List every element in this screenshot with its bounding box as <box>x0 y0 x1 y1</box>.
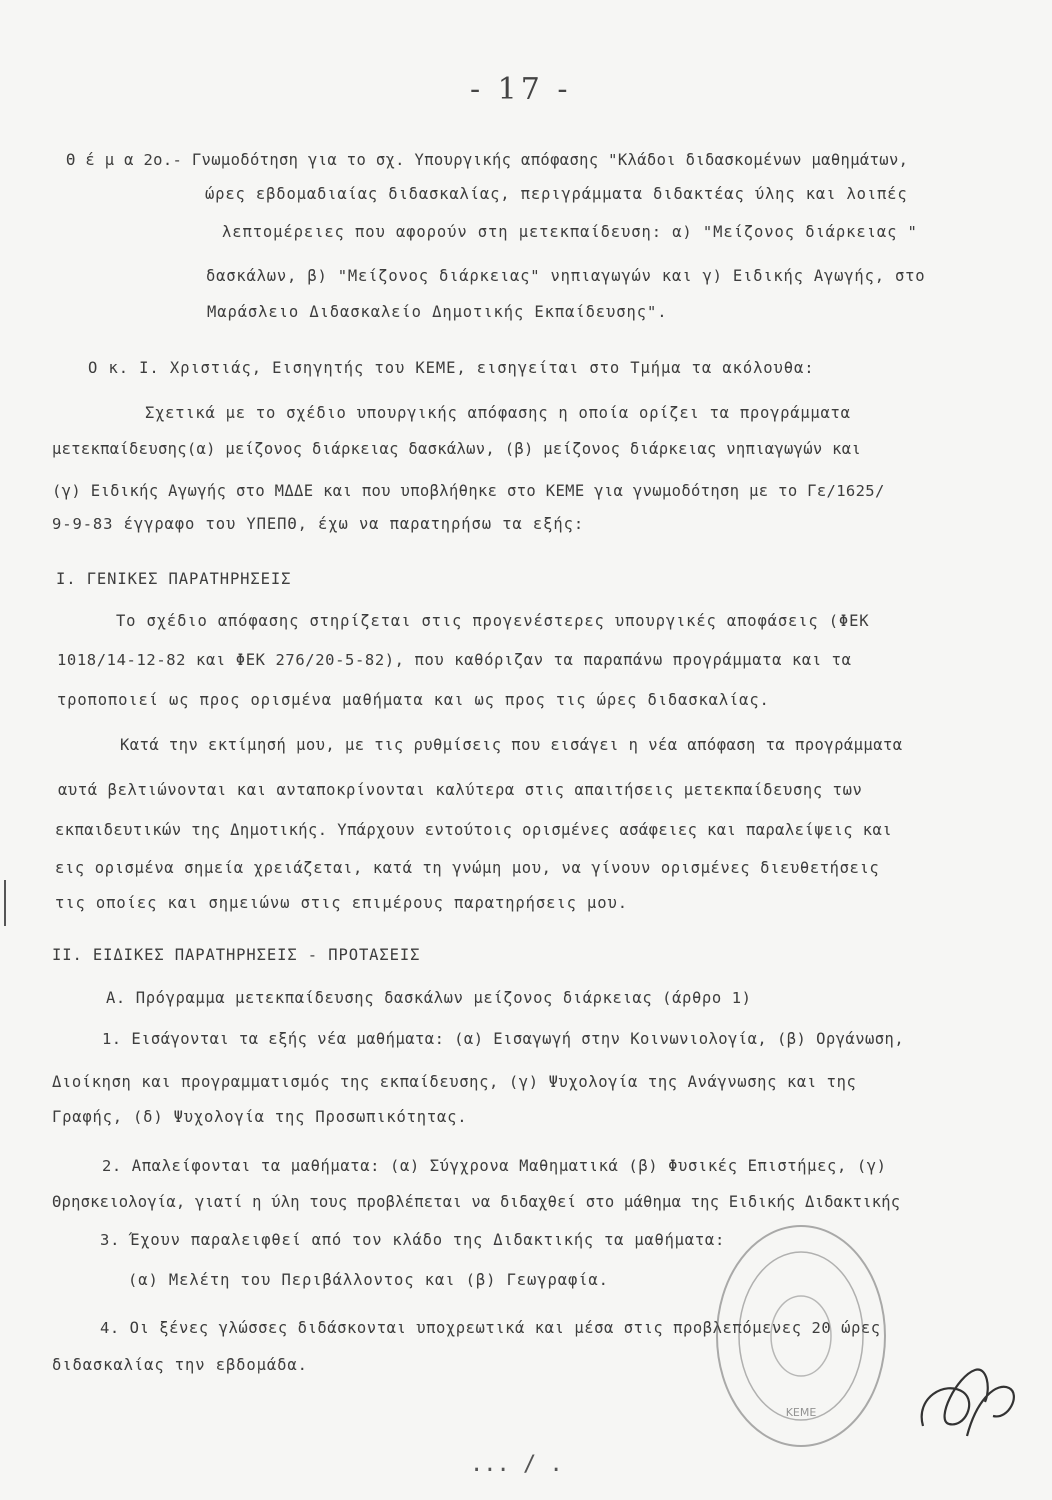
signature <box>905 1358 1025 1448</box>
continuation-mark: ... / . <box>470 1452 563 1477</box>
subsection-heading-a: Α. Πρόγραμμα μετεκπαίδευσης δασκάλων μείζονος διάρκειας (άρθρο 1) <box>106 989 752 1007</box>
doc-line: Το σχέδιο απόφασης στηρίζεται στις προγενέστερες υπουργικές αποφάσεις (ΦΕΚ <box>116 612 870 630</box>
page-number: - 17 - <box>470 72 572 107</box>
margin-mark <box>4 880 6 926</box>
doc-line: λεπτομέρειες που αφορούν στη μετεκπαίδευση: α) "Μείζονος διάρκειας " <box>222 223 918 241</box>
doc-line: 9-9-83 έγγραφο του ΥΠΕΠΘ, έχω να παρατηρήσω τα εξής: <box>52 515 585 533</box>
doc-line: δασκάλων, β) "Μείζονος διάρκειας" νηπιαγωγών και γ) Ειδικής Αγωγής, στο <box>206 267 926 285</box>
doc-line: 2. Απαλείφονται τα μαθήματα: (α) Σύγχρονα Μαθηματικά (β) Φυσικές Επιστήμες, (γ) <box>102 1157 887 1175</box>
doc-line: 4. Οι ξένες γλώσσες διδάσκονται υποχρεωτικά και μέσα στις προβλεπόμενες 20 ώρες <box>100 1319 881 1337</box>
doc-line: 1. Εισάγονται τα εξής νέα μαθήματα: (α) Εισαγωγή στην Κοινωνιολογία, (β) Οργάνωση, <box>102 1030 905 1048</box>
doc-line: Κατά την εκτίμησή μου, με τις ρυθμίσεις που εισάγει η νέα απόφαση τα προγράμματα <box>120 736 903 754</box>
doc-line: τροποποιεί ως προς ορισμένα μαθήματα και ως προς τις ώρες διδασκαλίας. <box>57 691 770 709</box>
doc-line: (γ) Ειδικής Αγωγής στο ΜΔΔΕ και που υποβλήθηκε στο ΚΕΜΕ για γνωμοδότηση με το Γε/1625/ <box>52 482 885 500</box>
doc-line: τις οποίες και σημειώνω στις επιμέρους παρατηρήσεις μου. <box>55 894 628 912</box>
section-heading-general: Ι. ΓΕΝΙΚΕΣ ΠΑΡΑΤΗΡΗΣΕΙΣ <box>56 570 292 588</box>
doc-line: Σχετικά με το σχέδιο υπουργικής απόφασης η οποία ορίζει τα προγράμματα <box>145 404 851 422</box>
doc-line: αυτά βελτιώνονται και ανταποκρίνονται καλύτερα στις απαιτήσεις μετεκπαίδευσης των <box>58 781 863 799</box>
doc-line: Ο κ. Ι. Χριστιάς, Εισηγητής του ΚΕΜΕ, εισηγείται στο Τμήμα τα ακόλουθα: <box>88 359 815 377</box>
doc-line: 3. Έχουν παραλειφθεί από τον κλάδο της Διδακτικής τα μαθήματα: <box>100 1231 726 1249</box>
stamp-label: ΚΕΜΕ <box>785 1406 817 1419</box>
doc-line: Διοίκηση και προγραμματισμός της εκπαίδευσης, (γ) Ψυχολογία της Ανάγνωσης και της <box>52 1073 857 1091</box>
section-heading-specific: ΙΙ. ΕΙΔΙΚΕΣ ΠΑΡΑΤΗΡΗΣΕΙΣ - ΠΡΟΤΑΣΕΙΣ <box>52 946 421 964</box>
doc-line: Θρησκειολογία, γιατί η ύλη τους προβλέπεται να διδαχθεί στο μάθημα της Ειδικής Διδακτικής <box>52 1193 901 1211</box>
doc-line: διδασκαλίας την εβδομάδα. <box>52 1356 308 1374</box>
doc-line: εκπαιδευτικών της Δημοτικής. Υπάρχουν εντούτοις ορισμένες ασάφειες και παραλείψεις και <box>55 821 892 839</box>
round-stamp <box>712 1222 890 1450</box>
doc-line: εις ορισμένα σημεία χρειάζεται, κατά τη γνώμη μου, να γίνουν ορισμένες διευθετήσεις <box>55 859 880 877</box>
doc-line: ώρες εβδομαδιαίας διδασκαλίας, περιγράμματα διδακτέας ύλης και λοιπές <box>205 185 908 203</box>
doc-line: Γραφής, (δ) Ψυχολογία της Προσωπικότητας. <box>52 1108 468 1126</box>
doc-line: 1018/14-12-82 και ΦΕΚ 276/20-5-82), που καθόριζαν τα παραπάνω προγράμματα και τα <box>57 651 852 669</box>
doc-line: (α) Μελέτη του Περιβάλλοντος και (β) Γεωγραφία. <box>128 1271 609 1289</box>
doc-line-topic-title: Θ έ μ α 2ο.- Γνωμοδότηση για το σχ. Υπουργικής απόφασης "Κλάδοι διδασκομένων μαθημάτων, <box>66 151 909 169</box>
doc-line: μετεκπαίδευσης(α) μείζονος διάρκειας δασκάλων, (β) μείζονος διάρκειας νηπιαγωγών και <box>52 440 862 458</box>
doc-line: Μαράσλειο Διδασκαλείο Δημοτικής Εκπαίδευσης". <box>207 303 668 321</box>
